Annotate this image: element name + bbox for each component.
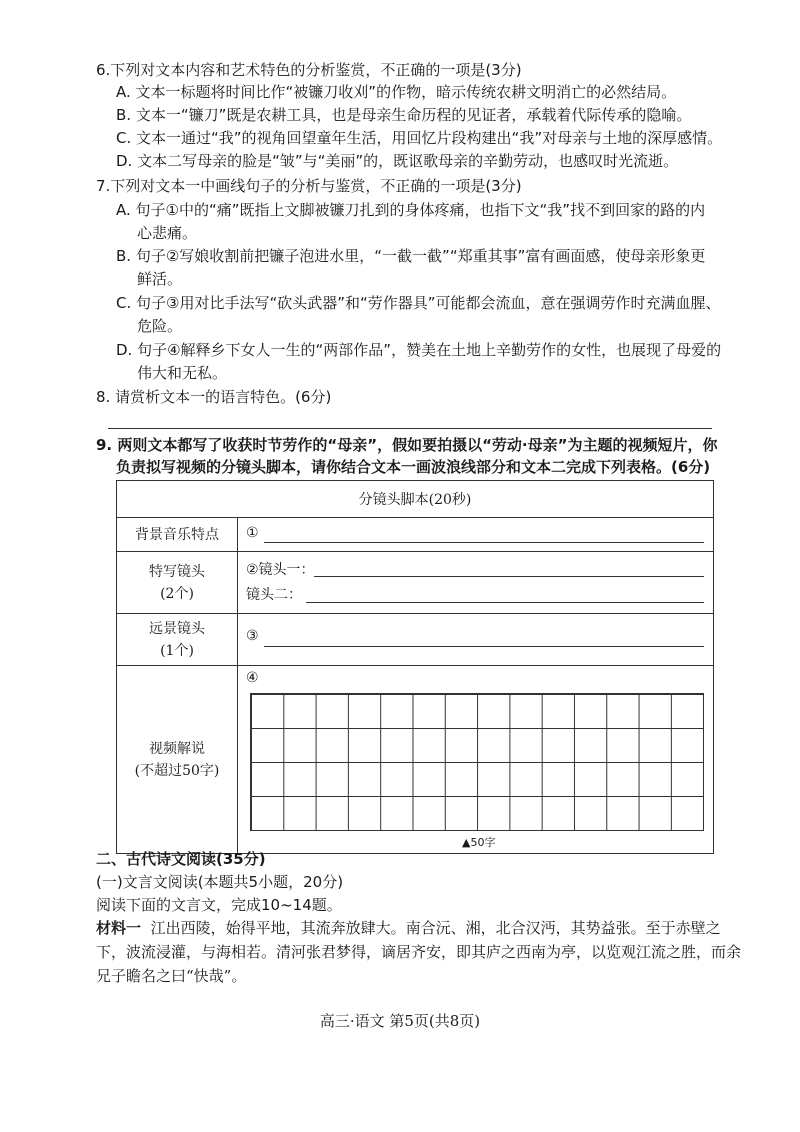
q6-stem: 6.下列对文本内容和艺术特色的分析鉴赏，不正确的一项是(3分) — [96, 61, 522, 79]
q7-option-c-cont: 危险。 — [137, 317, 183, 335]
longshot-answer-line[interactable] — [264, 646, 704, 647]
closeup-shot2-label: 镜头二： — [246, 587, 302, 603]
material1-label: 材料一 — [96, 919, 142, 937]
narration-answer-cell[interactable] — [238, 666, 714, 854]
word-limit-note: ▲50字 — [462, 836, 496, 849]
closeup-shot2-line[interactable] — [306, 602, 704, 603]
closeup-shot1-line[interactable] — [314, 576, 704, 577]
q7-option-c: C. 句子③用对比手法写“砍头武器”和“劳作器具”可能都会流血，意在强调劳作时充满血腥、 — [116, 294, 721, 312]
q7-option-d-cont: 伟大和无私。 — [137, 364, 228, 382]
closeup-label-name: 特写镜头 — [149, 563, 205, 580]
bgm-mark: ① — [246, 525, 259, 541]
material1-text1: 江出西陵，始得平地，其流奔放肆大。南合沅、湘，北合汉沔，其势益张。至于赤壁之 — [150, 919, 721, 937]
q6-option-c: C. 文本一通过“我”的视角回望童年生活，用回忆片段构建出“我”对母亲与土地的深厚感情。 — [116, 129, 723, 147]
q6-option-b: B. 文本一“镰刀”既是农耕工具，也是母亲生命历程的见证者，承载着代际传承的隐喻。 — [116, 106, 692, 124]
longshot-answer-cell[interactable] — [238, 614, 714, 666]
section2-subheading: (一)文言文阅读(本题共5小题，20分) — [96, 873, 344, 891]
closeup-answer-cell[interactable] — [238, 552, 714, 614]
table-title: 分镜头脚本(20秒) — [117, 481, 714, 518]
closeup-label — [117, 552, 238, 614]
material1-line1 — [96, 917, 721, 939]
closeup-shot1-label: ②镜头一： — [246, 562, 315, 578]
q7-stem: 7.下列对文本一中画线句子的分析与鉴赏，不正确的一项是(3分) — [96, 177, 522, 195]
narration-mark: ④ — [246, 670, 259, 686]
q8-stem: 8. 请赏析文本一的语言特色。(6分) — [96, 388, 332, 406]
q6-option-d: D. 文本二写母亲的脸是“皱”与“美丽”的，既讴歌母亲的辛勤劳动，也感叹时光流逝。 — [116, 152, 679, 170]
longshot-label-count: (1个) — [160, 642, 194, 659]
q9-stem-line1: 9. 两则文本都写了收获时节劳作的“母亲”，假如要拍摄以“劳动·母亲”为主题的视频短片，你 — [96, 436, 718, 454]
longshot-label — [117, 614, 238, 666]
longshot-mark: ③ — [246, 628, 259, 644]
q7-option-a: A. 句子①中的“痛”既指上文脚被镰刀扎到的身体疼痛，也指下文“我”找不到回家的路的内 — [116, 201, 706, 219]
bgm-answer-line[interactable] — [264, 542, 704, 543]
longshot-label-name: 远景镜头 — [149, 620, 205, 637]
narration-label — [117, 666, 238, 854]
q7-option-b-cont: 鲜活。 — [137, 270, 183, 288]
q7-option-d: D. 句子④解释乡下女人一生的“两部作品”，赞美在土地上辛勤劳作的女性，也展现了母爱的 — [116, 341, 722, 359]
section2-instruction: 阅读下面的文言文，完成10~14题。 — [96, 896, 342, 914]
narration-label-name: 视频解说 — [149, 740, 205, 757]
section2-heading: 二、古代诗文阅读(35分) — [96, 850, 266, 868]
page-footer: 高三·语文 第5页(共8页) — [319, 1012, 481, 1030]
closeup-label-count: (2个) — [160, 585, 194, 602]
material1-line3: 兄子瞻名之曰“快哉”。 — [96, 967, 247, 985]
q7-option-a-cont: 心悲痛。 — [137, 224, 198, 242]
narration-label-limit: (不超过50字) — [134, 762, 220, 779]
q7-option-b: B. 句子②写娘收割前把镰子泡进水里，“一截一截”“郑重其事”富有画面感，使母亲形象更 — [116, 247, 706, 265]
material1-line2: 下，波流浸灌，与海相若。清河张君梦得，谪居齐安，即其庐之西南为亭，以览观江流之胜，而余 — [96, 943, 742, 961]
q8-answer-line[interactable] — [108, 428, 712, 429]
narration-writing-grid[interactable] — [250, 693, 704, 831]
q6-option-a: A. 文本一标题将时间比作“被镰刀收刈”的作物，暗示传统农耕文明消亡的必然结局。 — [116, 83, 677, 101]
bgm-answer-cell[interactable] — [238, 518, 714, 552]
storyboard-table — [116, 480, 714, 854]
q9-stem-line2: 负责拟写视频的分镜头脚本，请你结合文本一画波浪线部分和文本二完成下列表格。(6分) — [116, 458, 711, 476]
bgm-label: 背景音乐特点 — [117, 518, 238, 552]
